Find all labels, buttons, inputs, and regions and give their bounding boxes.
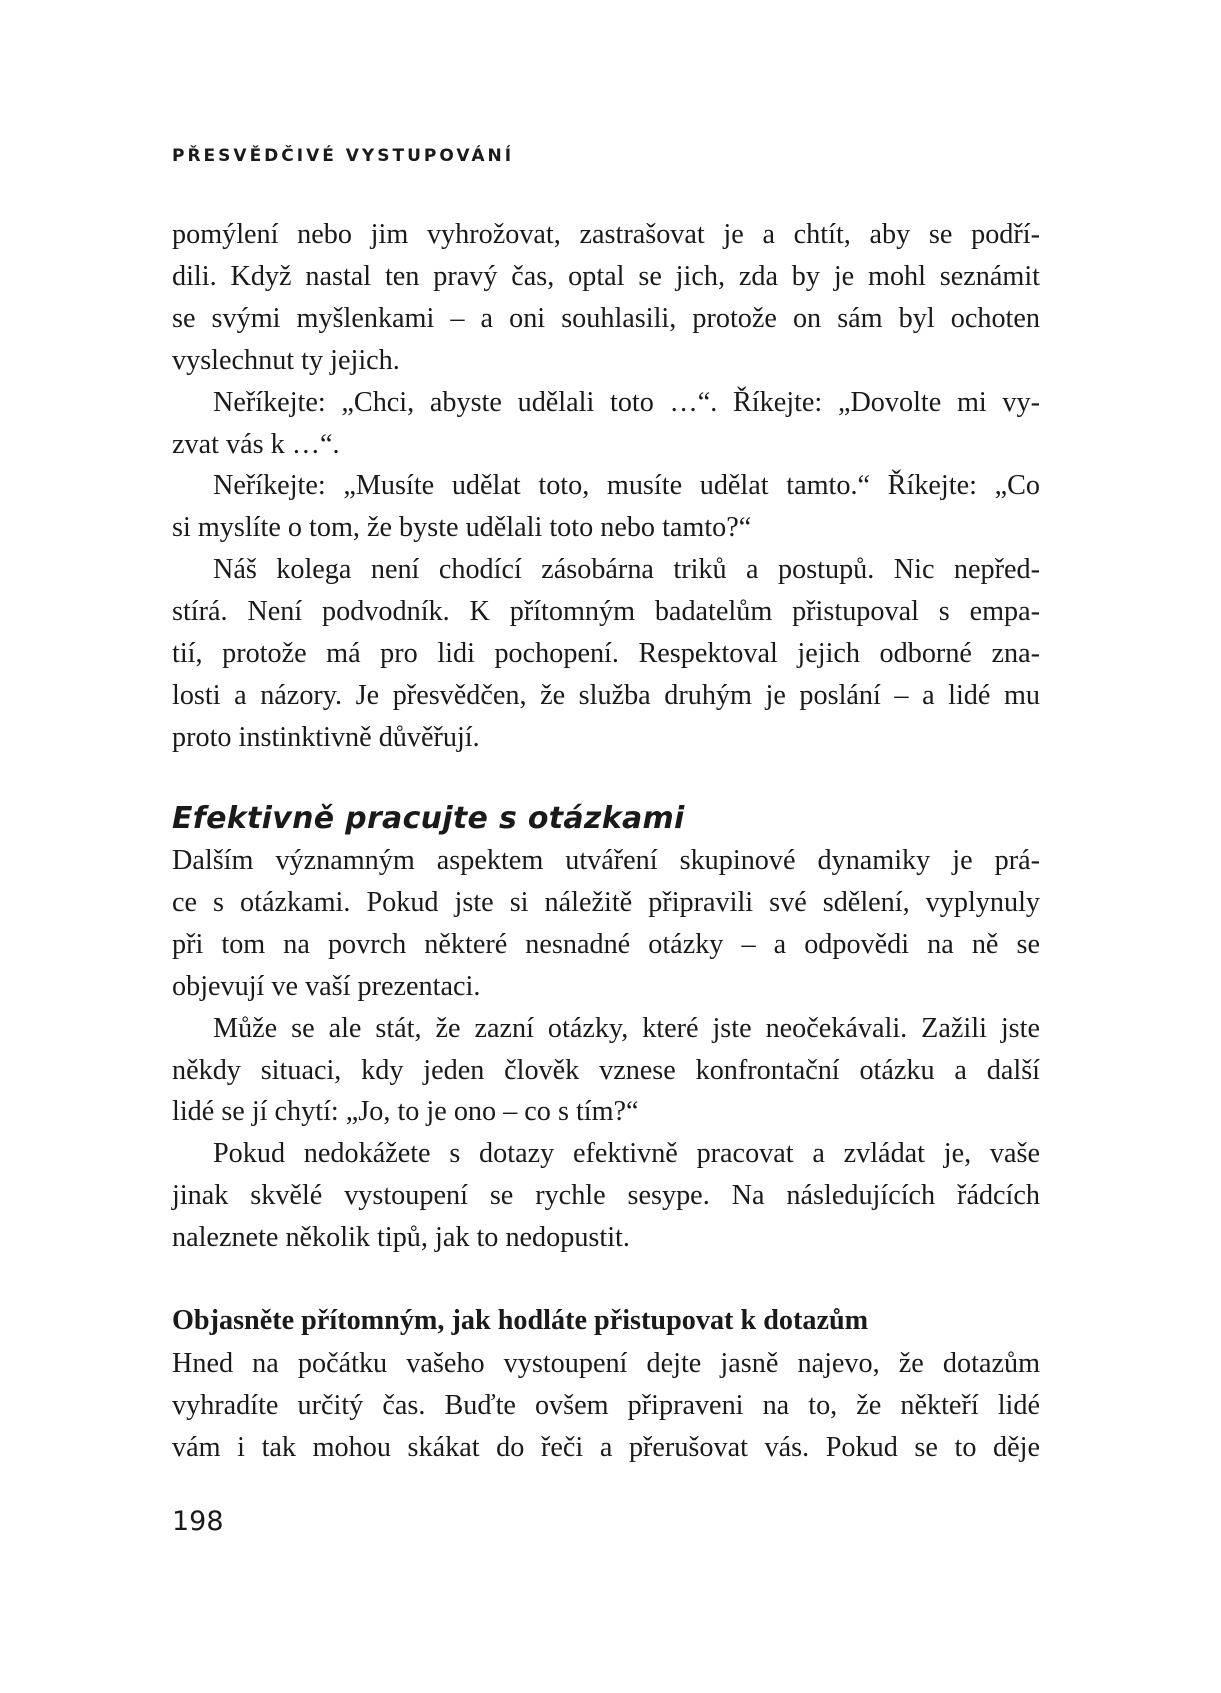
- running-head: PŘESVĚDČIVÉ VYSTUPOVÁNÍ: [172, 146, 515, 166]
- text-block-clarify: [172, 1343, 1040, 1469]
- text-line: Pokud nedokážete s dotazy efektivně pracovat a zvládat je, vaše: [213, 1138, 1040, 1170]
- text-line: někdy situaci, kdy jeden člověk vznese konfrontační otázku a další: [172, 1054, 1040, 1086]
- paragraph: [172, 1133, 1040, 1259]
- paragraph: [172, 214, 1040, 382]
- text-block-intro: [172, 214, 1040, 759]
- text-line: Neříkejte: „Musíte udělat toto, musíte udělat tamto.“ Říkejte: „Co: [213, 470, 1040, 502]
- text-line: naleznete několik tipů, jak to nedopustit.: [172, 1222, 630, 1254]
- text-line: tií, protože má pro lidi pochopení. Respektoval jejich odborné zna-: [172, 638, 1040, 670]
- page-number: 198: [172, 1506, 224, 1537]
- text-line: jinak skvělé vystoupení se rychle sesype. Na následujících řádcích: [172, 1180, 1040, 1212]
- text-line: losti a názory. Je přesvědčen, že služba druhým je poslání – a lidé mu: [172, 679, 1040, 711]
- text-line: se svými myšlenkami – a oni souhlasili, protože on sám byl ochoten: [172, 302, 1040, 334]
- paragraph: [172, 465, 1040, 549]
- paragraph: [172, 1008, 1040, 1134]
- text-line: pomýlení nebo jim vyhrožovat, zastrašovat je a chtít, aby se podří-: [172, 219, 1040, 250]
- text-line: Hned na počátku vašeho vystoupení dejte jasně najevo, že dotazům: [172, 1348, 1040, 1379]
- text-line: Může se ale stát, že zazní otázky, které jste neočekávali. Zažili jste: [213, 1012, 1040, 1044]
- paragraph: [172, 549, 1040, 759]
- text-line: proto instinktivně důvěřují.: [172, 721, 480, 753]
- text-line: ce s otázkami. Pokud jste si náležitě připravili své sdělení, vyplynuly: [172, 886, 1040, 918]
- paragraph: [172, 382, 1040, 466]
- text-line: Dalším významným aspektem utváření skupinové dynamiky je prá-: [172, 845, 1040, 876]
- text-line: vyslechnut ty jejich.: [172, 344, 400, 376]
- section-title: Efektivně pracujte s otázkami: [172, 801, 685, 836]
- text-line: stírá. Není podvodník. K přítomným badatelům přistupoval s empa-: [172, 596, 1040, 628]
- text-line: si myslíte o tom, že byste udělali toto nebo tamto?“: [172, 512, 752, 544]
- text-line: Náš kolega není chodící zásobárna triků a postupů. Nic nepřed-: [213, 554, 1040, 586]
- text-block-questions: [172, 840, 1040, 1259]
- text-line: Neříkejte: „Chci, abyste udělali toto …“. Říkejte: „Dovolte mi vy-: [213, 386, 1040, 418]
- text-line: vám i tak mohou skákat do řeči a přerušovat vás. Pokud se to děje: [172, 1431, 1040, 1463]
- paragraph: [172, 1343, 1040, 1469]
- text-line: při tom na povrch některé nesnadné otázky – a odpovědi na ně se: [172, 928, 1040, 960]
- text-line: vyhradíte určitý čas. Buďte ovšem připraveni na to, že někteří lidé: [172, 1389, 1040, 1421]
- paragraph: [172, 840, 1040, 1008]
- text-line: objevují ve vaší prezentaci.: [172, 970, 481, 1002]
- text-line: lidé se jí chytí: „Jo, to je ono – co s tím?“: [172, 1096, 639, 1128]
- text-line: dili. Když nastal ten pravý čas, optal se jich, zda by je mohl seznámit: [172, 260, 1040, 292]
- text-line: zvat vás k …“.: [172, 428, 340, 460]
- subheading: Objasněte přítomným, jak hodláte přistupovat k dotazům: [172, 1305, 869, 1336]
